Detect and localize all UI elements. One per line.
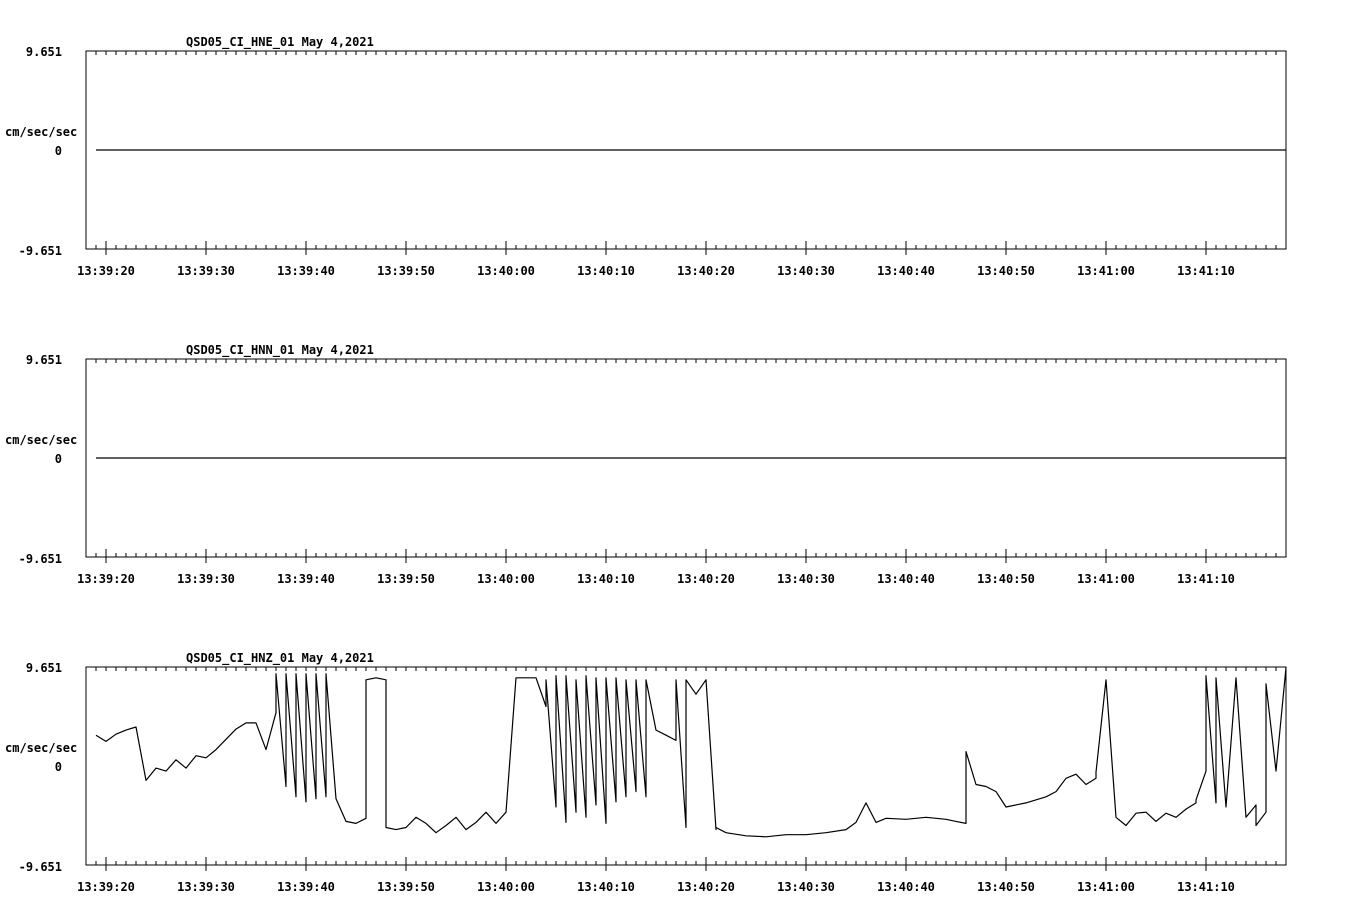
y-axis-label: cm/sec/sec <box>5 741 78 755</box>
x-tick-label: 13:40:40 <box>877 880 935 894</box>
x-tick-label: 13:39:40 <box>277 572 335 586</box>
y-tick-label: 0 <box>54 760 62 774</box>
x-tick-label: 13:40:10 <box>577 880 635 894</box>
x-tick-label: 13:40:50 <box>977 572 1035 586</box>
x-tick-label: 13:40:30 <box>777 572 835 586</box>
y-tick-label: 9.651 <box>25 661 62 675</box>
x-tick-label: 13:39:50 <box>377 572 435 586</box>
panel-2 <box>5 343 1286 586</box>
y-tick-label: 0 <box>54 452 62 466</box>
y-tick-label: -9.651 <box>18 860 62 874</box>
y-axis-label: cm/sec/sec <box>5 433 78 447</box>
panel-1 <box>5 35 1286 278</box>
x-tick-label: 13:41:00 <box>1077 264 1135 278</box>
x-tick-label: 13:40:20 <box>677 572 735 586</box>
y-tick-label: 9.651 <box>25 353 62 367</box>
x-tick-label: 13:40:40 <box>877 264 935 278</box>
x-tick-label: 13:41:10 <box>1177 264 1235 278</box>
x-tick-label: 13:40:00 <box>477 880 535 894</box>
x-tick-label: 13:41:10 <box>1177 880 1235 894</box>
x-tick-label: 13:41:00 <box>1077 880 1135 894</box>
x-tick-label: 13:39:40 <box>277 880 335 894</box>
chart-title: QSD05_CI_HNZ_01 May 4,2021 <box>186 651 374 665</box>
y-tick-label: 9.651 <box>25 45 62 59</box>
x-tick-label: 13:40:40 <box>877 572 935 586</box>
chart-title: QSD05_CI_HNN_01 May 4,2021 <box>186 343 374 357</box>
x-tick-label: 13:40:00 <box>477 264 535 278</box>
x-tick-label: 13:39:40 <box>277 264 335 278</box>
x-tick-label: 13:40:00 <box>477 572 535 586</box>
x-tick-label: 13:40:30 <box>777 880 835 894</box>
series-line-3 <box>96 668 1286 837</box>
panel-3 <box>5 651 1286 894</box>
x-tick-label: 13:40:20 <box>677 264 735 278</box>
x-tick-label: 13:40:10 <box>577 264 635 278</box>
x-tick-label: 13:39:20 <box>77 880 135 894</box>
x-tick-label: 13:40:50 <box>977 880 1035 894</box>
y-tick-label: 0 <box>54 144 62 158</box>
x-tick-label: 13:39:20 <box>77 264 135 278</box>
x-tick-label: 13:40:50 <box>977 264 1035 278</box>
x-tick-label: 13:39:30 <box>177 572 235 586</box>
x-tick-label: 13:39:20 <box>77 572 135 586</box>
x-tick-label: 13:41:00 <box>1077 572 1135 586</box>
x-tick-label: 13:39:30 <box>177 880 235 894</box>
x-tick-label: 13:40:20 <box>677 880 735 894</box>
x-tick-label: 13:39:50 <box>377 880 435 894</box>
y-tick-label: -9.651 <box>18 552 62 566</box>
x-tick-label: 13:40:30 <box>777 264 835 278</box>
x-tick-label: 13:39:50 <box>377 264 435 278</box>
chart-title: QSD05_CI_HNE_01 May 4,2021 <box>186 35 374 49</box>
y-axis-label: cm/sec/sec <box>5 125 78 139</box>
x-tick-label: 13:39:30 <box>177 264 235 278</box>
x-tick-label: 13:41:10 <box>1177 572 1235 586</box>
y-tick-label: -9.651 <box>18 244 62 258</box>
x-tick-label: 13:40:10 <box>577 572 635 586</box>
